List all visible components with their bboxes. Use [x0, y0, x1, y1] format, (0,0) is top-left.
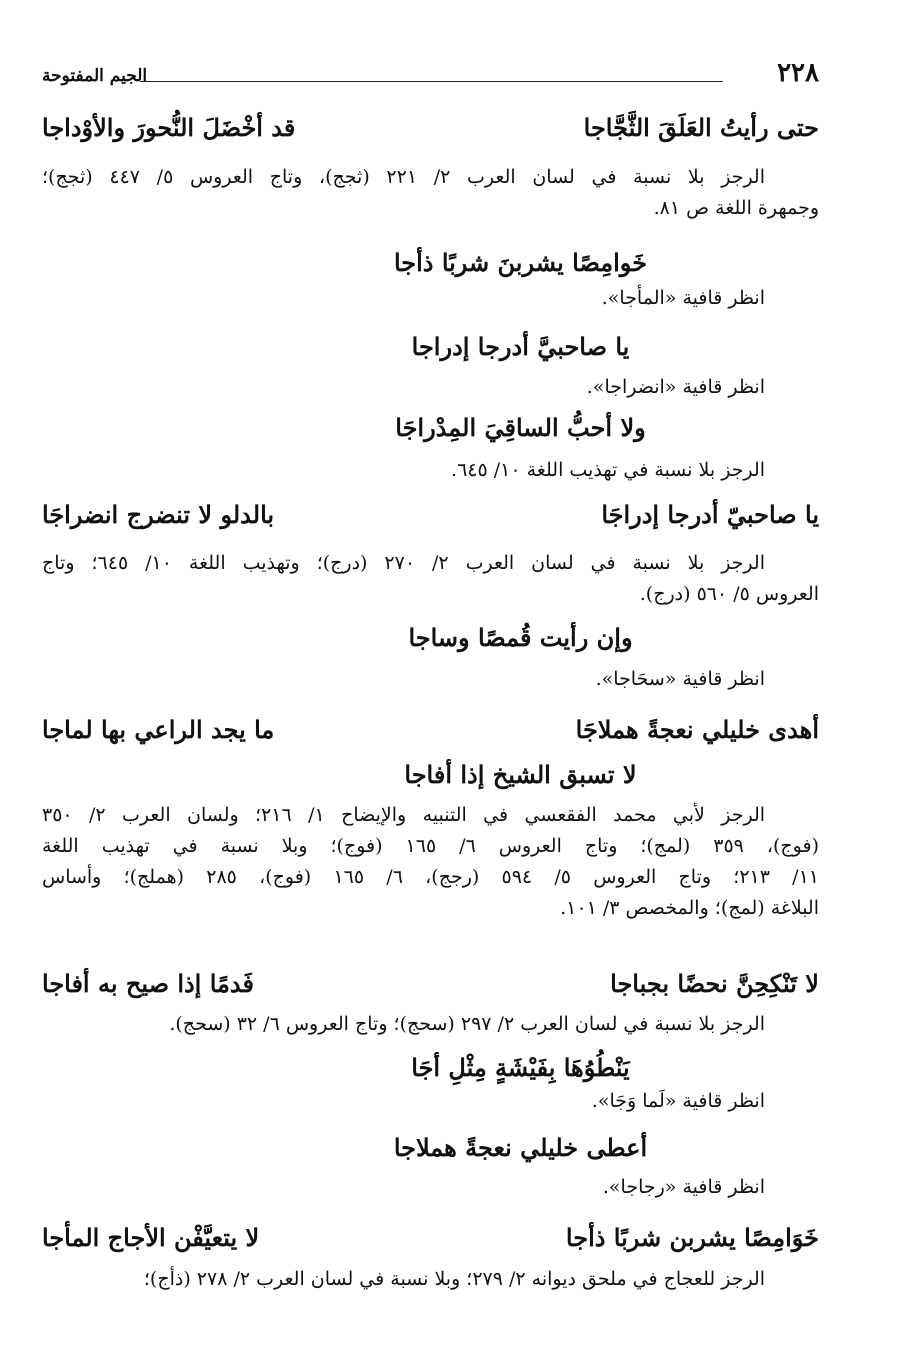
source-note [42, 1264, 819, 1295]
note-line: الرجز لأبي محمد الفقعسي في التنبيه والإيضاح ١/ ٢١٦؛ ولسان العرب ٢/ ٣٥٠ [42, 804, 766, 826]
header-rule [140, 81, 723, 82]
page [42, 58, 819, 92]
source-note [42, 1009, 819, 1040]
verse-hemistich-left: قد أخْضَلَ النُّحورَ والأوْداجا [42, 113, 296, 142]
verse-hemistich-right: أهدى خليلي نعجةً هملاجَا [575, 715, 819, 744]
note-line: انظر قافية «رجاجا». [602, 1176, 765, 1198]
verse-hemistich-right: لا تَنْكِحِنَّ نحضًا بجباجا [610, 969, 819, 998]
verse-single: وإن رأيت قُمصًا وساجا [408, 623, 633, 652]
verse-single: يا صاحبيَّ أدرجا إدراجا [411, 332, 630, 361]
note-line: انظر قافية «انضراجا». [586, 376, 765, 398]
verse-single: ولا أحبُّ الساقِيَ المِدْراجَا [395, 413, 646, 442]
verse-single: يَنْطُوُهَا بِفَيْشَةٍ مِثْلِ أجَا [411, 1053, 630, 1082]
verse-hemistich-left: ما يجد الراعي بها لماجا [42, 715, 275, 744]
verse-hemistich-left: فَدمًا إذا صيح به أفاجا [42, 969, 254, 998]
note-line: انظر قافية «لَما وَجَا». [591, 1090, 765, 1112]
note-line: (فوج)، ٣٥٩ (لمج)؛ وتاج العروس ٦/ ١٦٥ (فوج)؛ وبلا نسبة في تهذيب اللغة [42, 835, 819, 857]
page-number: ٢٢٨ [777, 58, 819, 88]
verse-single: لا تسبق الشيخ إذا أفاجا [404, 760, 637, 789]
note-line: انظر قافية «سحَاجا». [595, 668, 765, 690]
note-line: وجمهرة اللغة ص ٨١. [653, 197, 819, 219]
source-note [42, 800, 819, 924]
note-line: ١١/ ٢١٣؛ وتاج العروس ٥/ ٥٩٤ (رجج)، ٦/ ١٦٥ (فوج)، ٢٨٥ (هملج)؛ وأساس [42, 866, 820, 888]
note-line: الرجز بلا نسبة في تهذيب اللغة ١٠/ ٦٤٥. [451, 459, 765, 481]
verse-hemistich-right: خَوَامِصًا يشربن شربًا ذأجا [565, 1223, 819, 1252]
note-line: العروس ٥/ ٥٦٠ (درج). [639, 583, 819, 605]
verse-hemistich-left: بالدلو لا تنضرج انضراجَا [42, 500, 275, 529]
note-line: الرجز بلا نسبة في لسان العرب ٢/ ٢٩٧ (سحج)؛ وتاج العروس ٦/ ٣٢ (سحج). [169, 1013, 765, 1035]
verse-couplet [42, 964, 819, 1004]
verse-couplet [42, 108, 819, 148]
page-header [42, 58, 819, 92]
source-note [42, 1172, 819, 1203]
verse-couplet [42, 495, 819, 535]
source-note [42, 162, 819, 224]
verse-single: خَوامِصًا يشربنَ شربًا ذأجا [393, 248, 648, 277]
verse-hemistich-right: حتى رأيتُ العَلَقَ الثَّجَّاجا [583, 113, 819, 142]
verse-single: أعطى خليلي نعجةً هملاجا [393, 1133, 648, 1162]
source-note [42, 664, 819, 695]
note-line: الرجز بلا نسبة في لسان العرب ٢/ ٢٢١ (ثجج)، وتاج العروس ٥/ ٤٤٧ (ثجج)؛ [42, 166, 765, 188]
source-note [42, 1086, 819, 1117]
note-line: انظر قافية «المأجا». [601, 287, 765, 309]
verse-hemistich-left: لا يتعيَّفْن الأجاج المأجا [42, 1223, 260, 1252]
source-note [42, 283, 819, 314]
verse-couplet [42, 710, 819, 750]
source-note [42, 455, 819, 486]
note-line: البلاغة (لمج)؛ والمخصص ٣/ ١٠١. [560, 897, 819, 919]
note-line: الرجز للعجاج في ملحق ديوانه ٢/ ٢٧٩؛ وبلا نسبة في لسان العرب ٢/ ٢٧٨ (ذأج)؛ [143, 1268, 765, 1290]
verse-hemistich-right: يا صاحبيّ أدرجا إدراجَا [601, 500, 819, 529]
running-title: الجيم المفتوحة [42, 66, 148, 86]
note-line: الرجز بلا نسبة في لسان العرب ٢/ ٢٧٠ (درج)؛ وتهذيب اللغة ١٠/ ٦٤٥؛ وتاج [42, 552, 765, 574]
source-note [42, 372, 819, 403]
source-note [42, 548, 819, 610]
verse-couplet [42, 1218, 819, 1258]
